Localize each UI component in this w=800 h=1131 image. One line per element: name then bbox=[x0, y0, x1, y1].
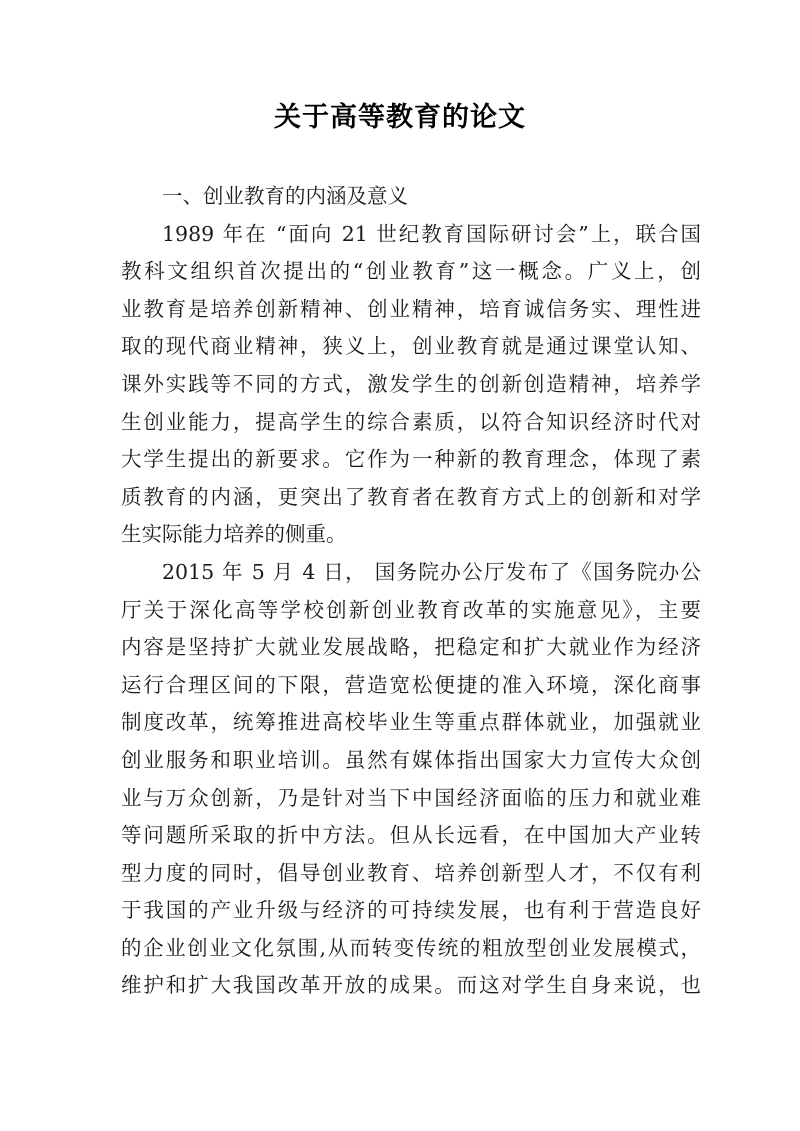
paragraph-line: 维护和扩大我国改革开放的成果。而这对学生自身来说，也 bbox=[121, 973, 701, 998]
paragraph-line: 2015 年 5 月 4 日， 国务院办公厅发布了《国务院办公 bbox=[162, 559, 701, 584]
document-body bbox=[121, 178, 701, 1005]
paragraph-line: 教科文组织首次提出的“创业教育”这一概念。广义上，创 bbox=[121, 259, 701, 284]
paragraph-line: 制度改革，统筹推进高校毕业生等重点群体就业，加强就业 bbox=[121, 710, 701, 735]
paragraph-line: 型力度的同时，倡导创业教育、培养创新型人才，不仅有利 bbox=[121, 860, 701, 885]
paragraph-line: 1989 年在 “面向 21 世纪教育国际研讨会”上，联合国 bbox=[162, 221, 701, 246]
section-heading: 一、创业教育的内涵及意义 bbox=[162, 184, 408, 208]
paragraph-line: 业教育是培养创新精神、创业精神，培育诚信务实、理性进 bbox=[121, 296, 701, 321]
document-title: 关于高等教育的论文 bbox=[274, 102, 526, 133]
paragraph-line: 质教育的内涵，更突出了教育者在教育方式上的创新和对学 bbox=[121, 484, 701, 509]
paragraph-line: 业与万众创新，乃是针对当下中国经济面临的压力和就业难 bbox=[121, 785, 701, 810]
paragraph-line: 创业服务和职业培训。虽然有媒体指出国家大力宣传大众创 bbox=[121, 747, 701, 772]
paragraph-line: 取的现代商业精神，狭义上，创业教育就是通过课堂认知、 bbox=[121, 334, 701, 359]
paragraph-line: 于我国的产业升级与经济的可持续发展，也有利于营造良好 bbox=[121, 898, 701, 923]
paragraph-line: 的企业创业文化氛围,从而转变传统的粗放型创业发展模式， bbox=[121, 935, 701, 960]
paragraph-line: 内容是坚持扩大就业发展战略，把稳定和扩大就业作为经济 bbox=[121, 635, 701, 660]
paragraph-line: 生创业能力，提高学生的综合素质，以符合知识经济时代对 bbox=[121, 409, 701, 434]
paragraph-line: 等问题所采取的折中方法。但从长远看，在中国加大产业转 bbox=[121, 823, 701, 848]
paragraph-line: 大学生提出的新要求。它作为一种新的教育理念，体现了素 bbox=[121, 447, 701, 472]
paragraph-line: 运行合理区间的下限，营造宽松便捷的准入环境，深化商事 bbox=[121, 672, 701, 697]
paragraph-line: 课外实践等不同的方式，激发学生的创新创造精神，培养学 bbox=[121, 371, 701, 396]
paragraph-line: 生实际能力培养的侧重。 bbox=[121, 522, 347, 547]
paragraph-line: 厅关于深化高等学校创新创业教育改革的实施意见》，主要 bbox=[121, 597, 701, 622]
